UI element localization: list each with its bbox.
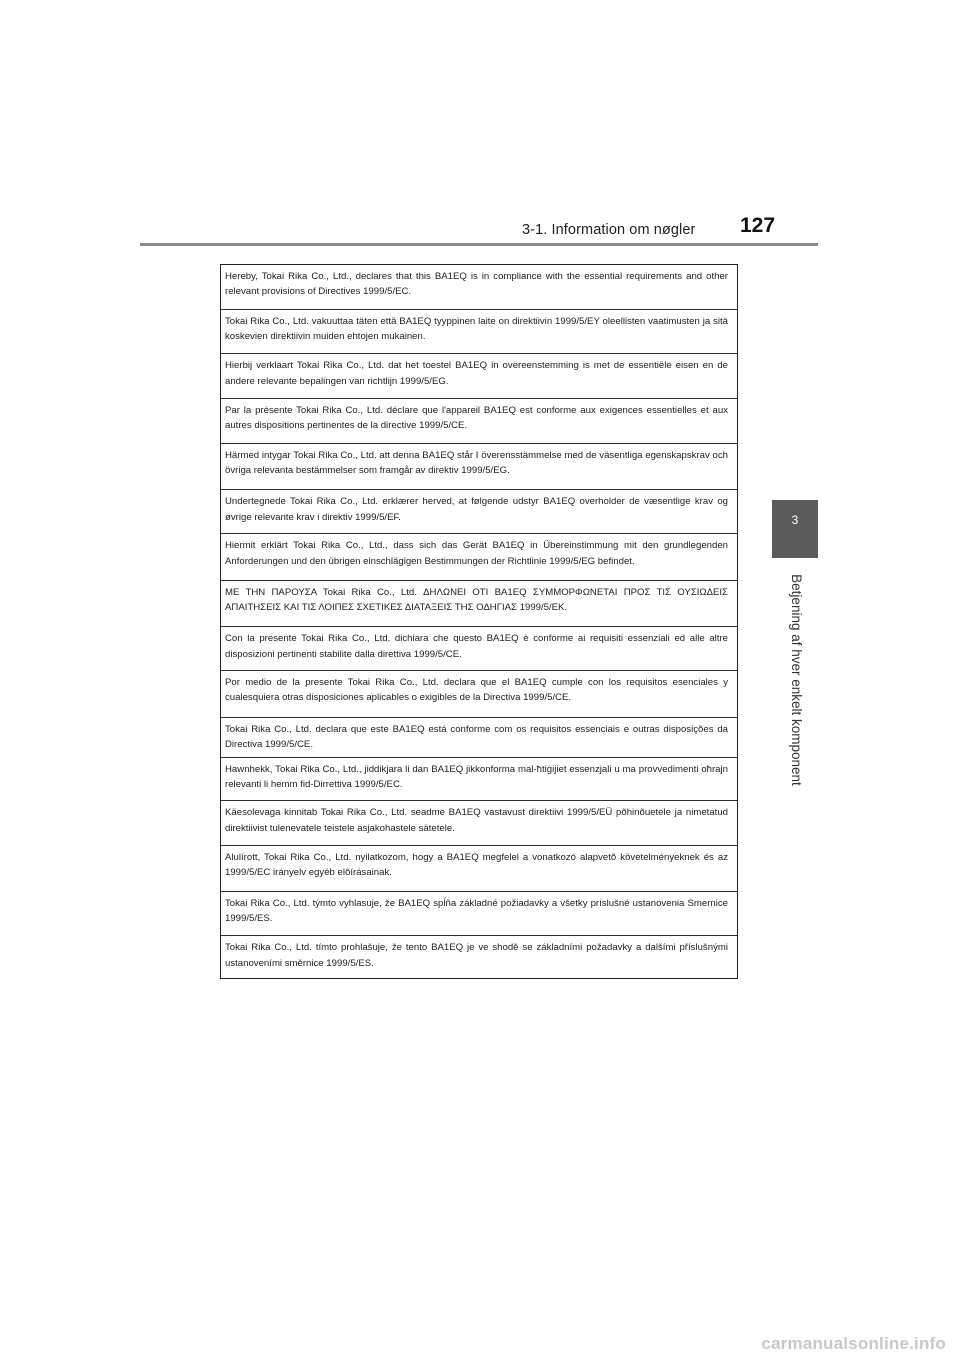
declaration-finnish: Tokai Rika Co., Ltd. vakuuttaa täten että BA1EQ tyyppinen laite on direktiivin 1999/5/EY oleellisten vaatimusten ja sitä koskevien direktiivin muiden ehtojen mukainen. (221, 310, 737, 355)
page-number: 127 (740, 214, 776, 237)
declaration-slovak: Tokai Rika Co., Ltd. týmto vyhlasuje, že BA1EQ spĺňa základné požiadavky a všetky príslušné ustanovenia Smernice 1999/5/ES. (221, 892, 737, 937)
declaration-greek: ΜΕ ΤΗΝ ΠΑΡΟΥΣΑ Tokai Rika Co., Ltd. ΔΗΛΩΝΕΙ ΟΤΙ BA1EQ ΣΥΜΜΟΡΦΩΝΕΤΑΙ ΠΡΟΣ ΤΙΣ ΟΥΣΙΩΔΕΙΣ ΑΠΑΙΤΗΣΕΙΣ ΚΑΙ ΤΙΣ ΛΟΙΠΕΣ ΣΧΕΤΙΚΕΣ ΔΙΑΤΑΞΕΙΣ ΤΗΣ ΟΔΗΓΙΑΣ 1999/5/ΕΚ. (221, 581, 737, 628)
declaration-portuguese: Tokai Rika Co., Ltd. declara que este BA1EQ está conforme com os requisitos essenciais e outras disposições da Directiva 1999/5/CE. (221, 718, 737, 758)
section-title: 3-1. Information om nøgler (522, 222, 696, 238)
declaration-spanish: Por medio de la presente Tokai Rika Co., Ltd. declara que el BA1EQ cumple con los requisitos esenciales y cualesquiera otras disposiciones aplicables o exigibles de la Directiva 1999/5/CE. (221, 671, 737, 718)
declaration-swedish: Härmed intygar Tokai Rika Co., Ltd. att denna BA1EQ står I överensstämmelse med de väsentliga egenskapskrav och övriga relevanta bestämmelser som framgår av direktiv 1999/5/EG. (221, 444, 737, 491)
declaration-dutch: Hierbij verklaart Tokai Rika Co., Ltd. dat het toestel BA1EQ in overeenstemming is met de essentiële eisen en de andere relevante bepalingen van richtlijn 1999/5/EG. (221, 354, 737, 399)
declaration-table (220, 264, 738, 979)
declaration-french: Par la présente Tokai Rika Co., Ltd. déclare que l'appareil BA1EQ est conforme aux exigences essentielles et aux autres dispositions pertinentes de la directive 1999/5/CE. (221, 399, 737, 444)
declaration-maltese: Hawnhekk, Tokai Rika Co., Ltd., jiddikjara li dan BA1EQ jikkonforma mal-ħtiġijiet essenzjali u ma provvedimenti oħrajn relevanti li hemm fid-Dirrettiva 1999/5/EC. (221, 758, 737, 802)
declaration-german: Hiermit erklärt Tokai Rika Co., Ltd., dass sich das Gerät BA1EQ in Übereinstimmung mit den grundlegenden Anforderungen und den übrigen einschlägigen Bestimmungen der Richtlinie 1999/5/EG befindet. (221, 534, 737, 581)
declaration-danish: Undertegnede Tokai Rika Co., Ltd. erklærer herved, at følgende udstyr BA1EQ overholder de væsentlige krav og øvrige relevante krav i direktiv 1999/5/EF. (221, 490, 737, 534)
chapter-tab: 3 (772, 500, 818, 558)
declaration-czech: Tokai Rika Co., Ltd. tímto prohlašuje, že tento BA1EQ je ve shodě se základními požadavky a dalšími příslušnými ustanoveními směrnice 1999/5/ES. (225, 942, 728, 969)
declaration-hungarian: Alulírott, Tokai Rika Co., Ltd. nyilatkozom, hogy a BA1EQ megfelel a vonatkozó alapvetõ követelményeknek és az 1999/5/EC irányelv egyéb elõírásainak. (221, 846, 737, 892)
header-divider (140, 243, 818, 246)
declaration-italian: Con la presente Tokai Rika Co., Ltd. dichiara che questo BA1EQ è conforme ai requisiti essenziali ed alle altre disposizioni pertinenti stabilite dalla direttiva 1999/5/CE. (221, 627, 737, 671)
declaration-english: Hereby, Tokai Rika Co., Ltd., declares that this BA1EQ is in compliance with the essential requirements and other relevant provisions of Directives 1999/5/EC. (221, 265, 737, 310)
site-watermark: carmanualsonline.info (761, 1334, 946, 1353)
chapter-title: Betjening af hver enkelt komponent (789, 574, 804, 786)
declaration-estonian: Käesolevaga kinnitab Tokai Rika Co., Ltd. seadme BA1EQ vastavust direktiivi 1999/5/EÜ põhinõuetele ja nimetatud direktiivist tulenevatele teistele asjakohastele sätetele. (221, 801, 737, 846)
